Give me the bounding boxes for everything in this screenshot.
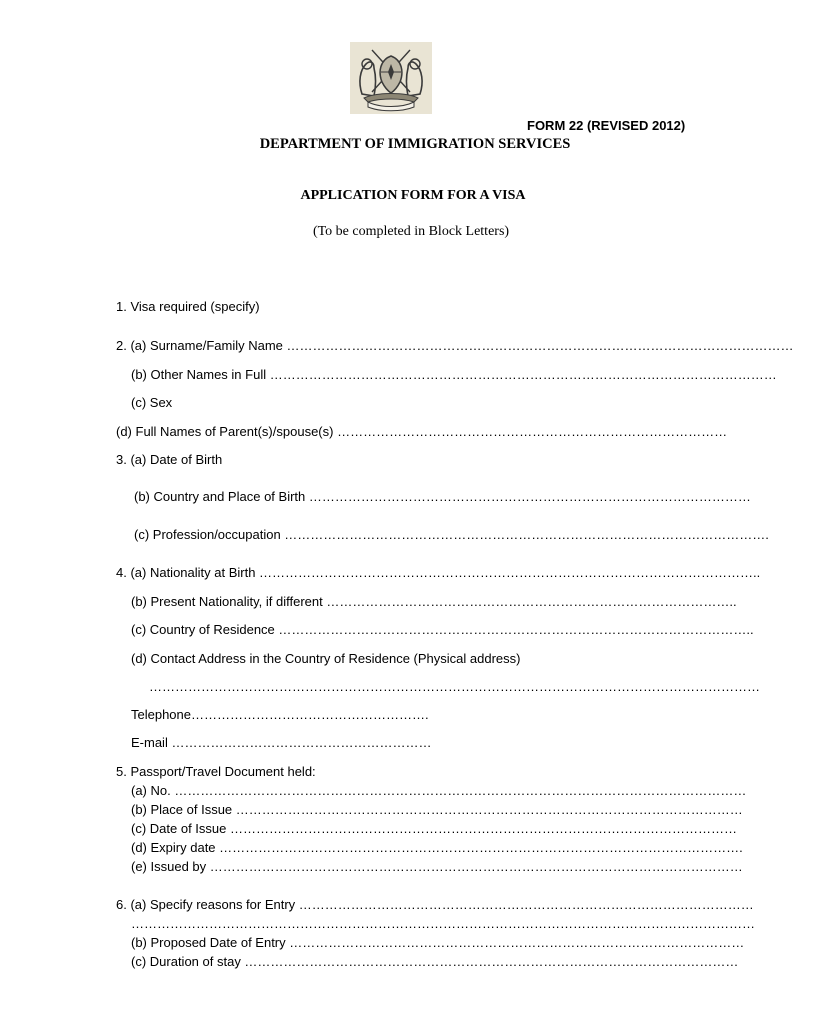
contact-address-line[interactable]: …………………………………………………………………………………………………………………………… [149,679,760,694]
country-of-residence-field[interactable]: (c) Country of Residence ……………………………………………………………………………………………….. [131,622,754,637]
coat-of-arms-emblem [350,42,432,114]
passport-place-of-issue-field[interactable]: (b) Place of Issue ……………………………………………………………………………………………………… [131,802,743,817]
telephone-field[interactable]: Telephone………………………………………………. [131,707,429,722]
nationality-at-birth-field[interactable]: 4. (a) Nationality at Birth …………………………………………………………………………………………………….. [116,565,761,580]
surname-field[interactable]: 2. (a) Surname/Family Name ……………………………………………………………………………………………………… [116,338,794,353]
department-heading: DEPARTMENT OF IMMIGRATION SERVICES [259,136,571,152]
present-nationality-field[interactable]: (b) Present Nationality, if different ………………………………………………………………………………….. [131,594,737,609]
country-place-of-birth-field[interactable]: (b) Country and Place of Birth ………………………………………………………………………………………… [134,489,751,504]
form-subtitle: (To be completed in Block Letters) [312,224,510,239]
duration-of-stay-field[interactable]: (c) Duration of stay …………………………………………………………………………………………………… [131,954,739,969]
other-names-field[interactable]: (b) Other Names in Full ……………………………………………………………………………………………………… [131,367,777,382]
proposed-date-of-entry-field[interactable]: (b) Proposed Date of Entry …………………………………………………………………………………………… [131,935,745,950]
reasons-for-entry-field[interactable]: 6. (a) Specify reasons for Entry …………………………………………………………………………………………… [116,897,754,912]
date-of-birth-field[interactable]: 3. (a) Date of Birth [116,452,223,467]
passport-number-field[interactable]: (a) No. …………………………………………………………………………………………………………………… [131,783,747,798]
parents-names-field[interactable]: (d) Full Names of Parent(s)/spouse(s) ……………………………………………………………………………… [116,424,728,439]
passport-issued-by-field[interactable]: (e) Issued by …………………………………………………………………………………………………………… [131,859,743,874]
sex-field[interactable]: (c) Sex [131,395,173,410]
email-field[interactable]: E-mail …………………………………………………… [131,735,432,750]
passport-date-of-issue-field[interactable]: (c) Date of Issue ……………………………………………………………………………………………………… [131,821,737,836]
profession-field[interactable]: (c) Profession/occupation …………………………………………………………………………………………………. [134,527,769,542]
form-title: APPLICATION FORM FOR A VISA [300,188,526,203]
reasons-for-entry-line[interactable]: ……………………………………………………………………………………………………………………………… [131,916,755,931]
passport-heading: 5. Passport/Travel Document held: [116,764,316,779]
form-number: FORM 22 (REVISED 2012) [527,118,686,133]
passport-expiry-date-field[interactable]: (d) Expiry date …………………………………………………………………………………………………………. [131,840,743,855]
contact-address-label: (d) Contact Address in the Country of Residence (Physical address) [131,651,521,666]
visa-required-field[interactable]: 1. Visa required (specify) [116,299,260,314]
